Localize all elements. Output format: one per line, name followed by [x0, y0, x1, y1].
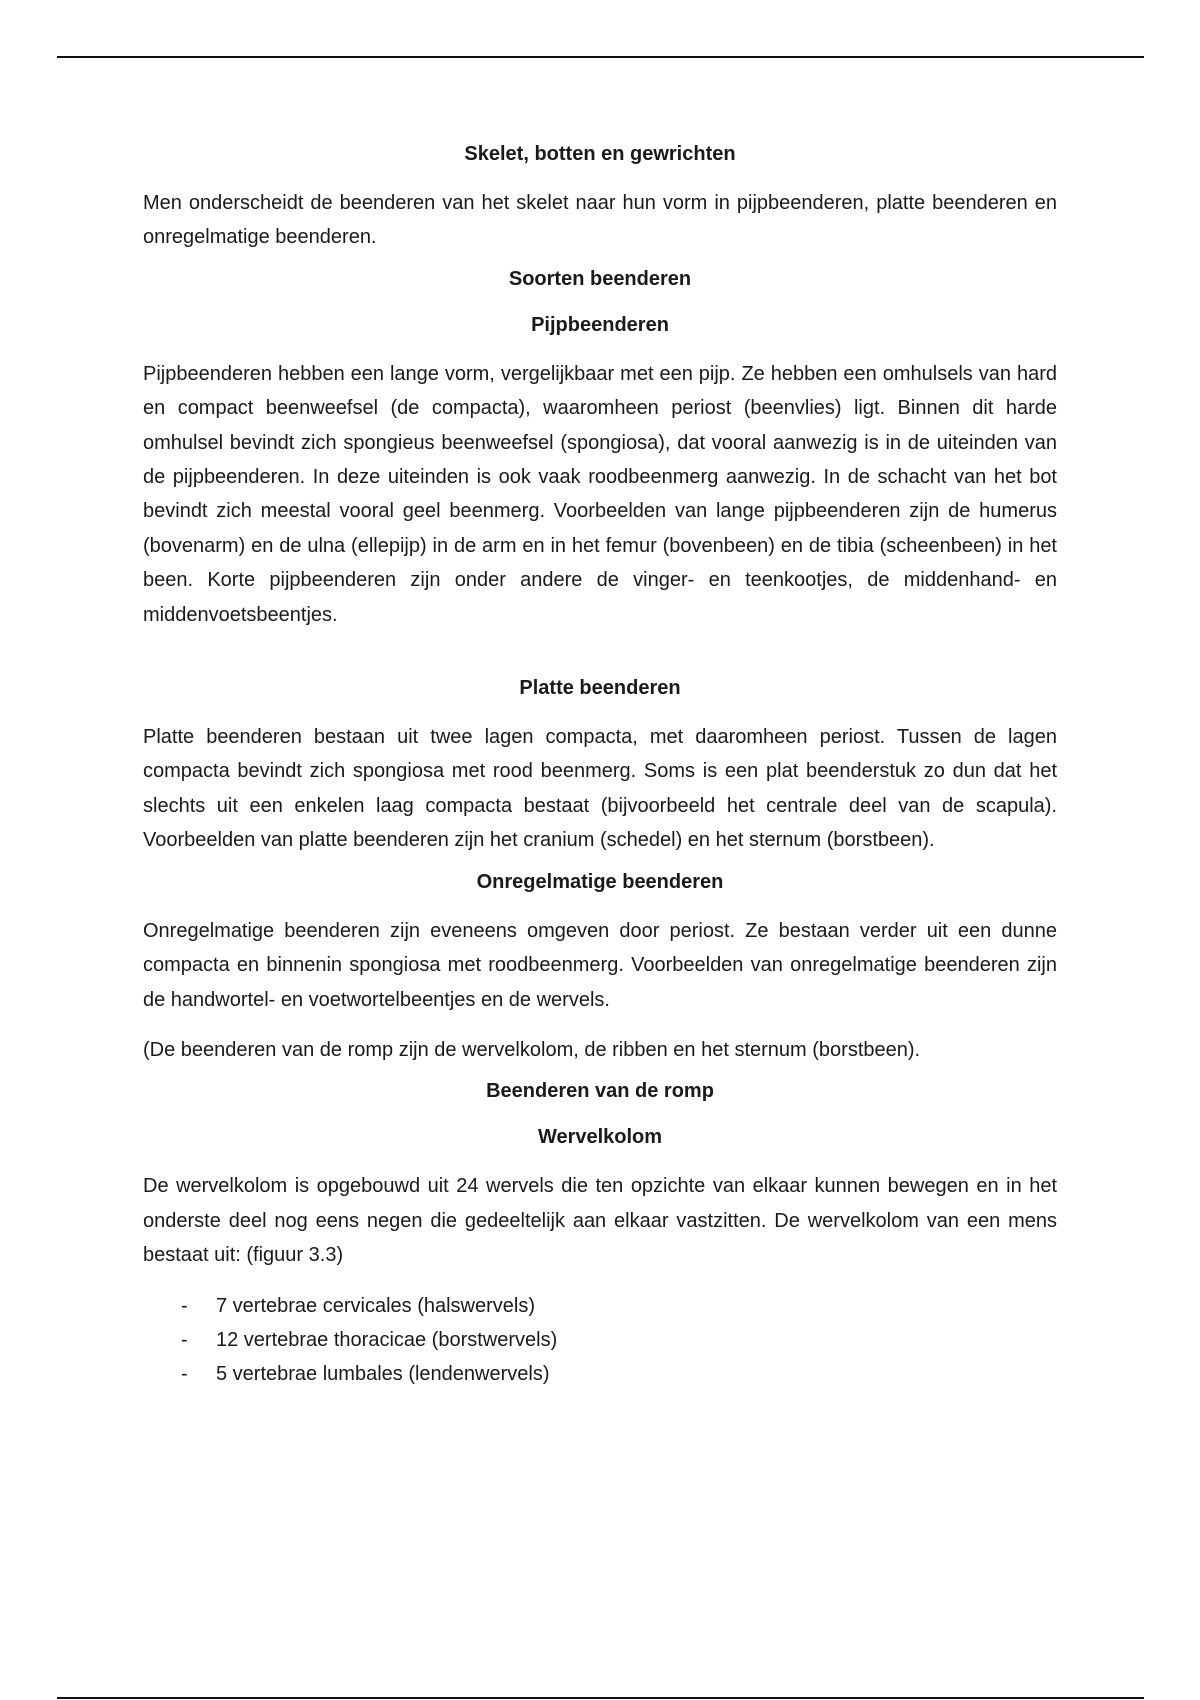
list-dash: - — [181, 1362, 188, 1385]
section-heading-pijpbeenderen: Pijpbeenderen — [531, 313, 669, 336]
romp-note: (De beenderen van de romp zijn de wervelkolom, de ribben en het sternum (borstbeen). — [143, 1038, 921, 1061]
paragraph-pijpbeenderen: Pijpbeenderen hebben een lange vorm, vergelijkbaar met een pijp. Ze hebben een omhulsels van hard en compact beenweefsel (de compacta), waaromheen periost (beenvlies) ligt. Binnen dit harde omhulsel bevindt zich spongieus beenweefsel (spongiosa), dat vooral aanwezig is in de uiteinden van de pijpbeenderen. In deze uiteinden is ook vaak roodbeenmerg aanwezig. In de schacht van het bot bevindt zich meestal vooral geel beenmerg. Voorbeelden van lange pijpbeenderen zijn de humerus (bovenarm) en de ulna (ellepijp) in de arm en in het femur (bovenbeen) en de tibia (scheenbeen) in het been. Korte pijpbeenderen zijn onder andere de vinger- en teenkootjes, de middenhand- en middenvoetsbeentjes. — [143, 362, 1057, 626]
list-item-text: 7 vertebrae cervicales (halswervels) — [216, 1294, 536, 1317]
vertebrae-list — [143, 1289, 1057, 1391]
section-heading-romp: Beenderen van de romp — [486, 1080, 714, 1103]
list-item — [143, 1323, 1057, 1357]
intro-paragraph: Men onderscheidt de beenderen van het skelet naar hun vorm in pijpbeenderen, platte beenderen en onregelmatige beenderen. — [143, 192, 1057, 249]
list-dash: - — [181, 1294, 188, 1317]
list-item-text: 12 vertebrae thoracicae (borstwervels) — [216, 1328, 558, 1351]
list-item — [143, 1289, 1057, 1323]
paragraph-platte-beenderen: Platte beenderen bestaan uit twee lagen compacta, met daaromheen periost. Tussen de lagen compacta bevindt zich spongiosa met rood beenmerg. Soms is een plat beenderstuk zo dun dat het slechts uit een enkelen laag compacta bestaat (bijvoorbeeld het centrale deel van de scapula). Voorbeelden van platte beenderen zijn het cranium (schedel) en het sternum (borstbeen). — [143, 726, 1057, 852]
list-item — [143, 1357, 1057, 1391]
paragraph-onregelmatige-beenderen: Onregelmatige beenderen zijn eveneens omgeven door periost. Ze bestaan verder uit een dunne compacta en binnenin spongiosa met roodbeenmerg. Voorbeelden van onregelmatige beenderen zijn de handwortel- en voetwortelbeentjes en de wervels. — [143, 919, 1057, 1011]
document-title: Skelet, botten en gewrichten — [464, 143, 736, 165]
section-heading-wervelkolom: Wervelkolom — [537, 1126, 663, 1149]
header-rule — [57, 56, 1144, 58]
list-dash: - — [181, 1328, 188, 1351]
section-heading-soorten: Soorten beenderen — [508, 267, 692, 290]
section-heading-platte-beenderen: Platte beenderen — [519, 677, 681, 700]
page-content — [143, 140, 1057, 1391]
section-heading-onregelmatige-beenderen: Onregelmatige beenderen — [476, 870, 724, 893]
list-item-text: 5 vertebrae lumbales (lendenwervels) — [216, 1362, 550, 1385]
footer-rule — [57, 1697, 1144, 1699]
paragraph-wervelkolom: De wervelkolom is opgebouwd uit 24 wervels die ten opzichte van elkaar kunnen bewegen en in het onderste deel nog eens negen die gedeeltelijk aan elkaar vastzitten. De wervelkolom van een mens bestaat uit: (figuur 3.3) — [143, 1175, 1057, 1267]
